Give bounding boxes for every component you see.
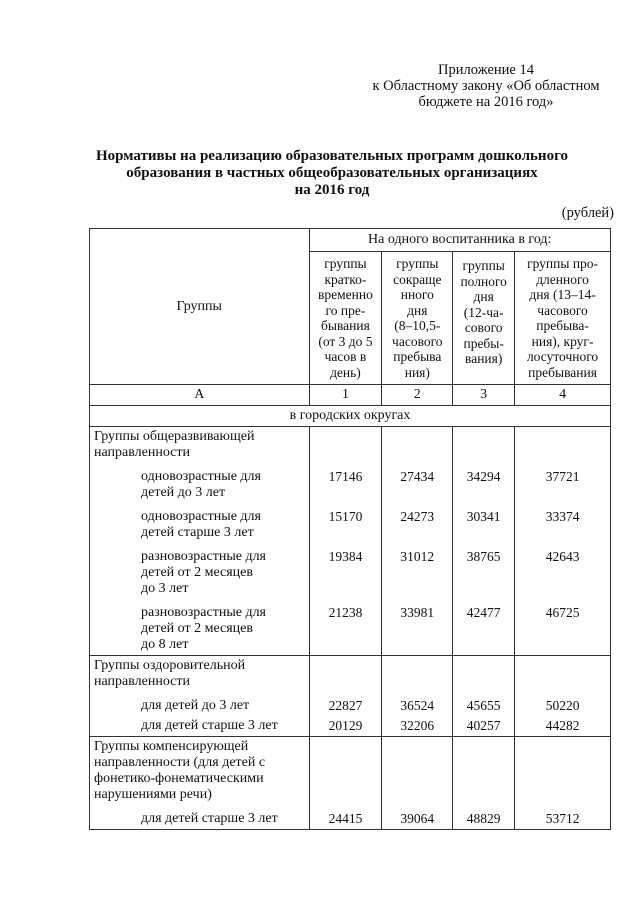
row-label-line: детей от 2 месяцев xyxy=(141,621,253,636)
empty-cell xyxy=(309,737,382,806)
header-text-line: ния), круг- xyxy=(531,333,594,349)
empty-cell xyxy=(515,656,611,693)
value-cell: 30341 xyxy=(453,503,515,543)
value-cell: 31012 xyxy=(382,543,453,599)
value-cell: 22827 xyxy=(309,692,382,716)
header-text-line: полного xyxy=(460,273,507,289)
group-title-line: фонетико-фонематическими xyxy=(94,771,264,786)
group-title-line: нарушениями речи) xyxy=(94,787,212,802)
title-line-2: образования в частных общеобразовательных организациях xyxy=(126,165,538,181)
index-cell: 1 xyxy=(309,385,382,406)
row-label-line: детей до 3 лет xyxy=(141,485,226,500)
row-label-line: одновозрастные для xyxy=(141,509,261,524)
table-row xyxy=(90,805,611,830)
value-cell: 34294 xyxy=(453,463,515,503)
index-cell: 3 xyxy=(453,385,515,406)
header-text-line: группы xyxy=(396,256,439,271)
value-cell: 36524 xyxy=(382,692,453,716)
value-cell: 39064 xyxy=(382,805,453,830)
section-row xyxy=(90,406,611,427)
header-col-2 xyxy=(382,252,453,385)
row-label xyxy=(90,716,310,737)
row-label xyxy=(90,599,310,656)
value-cell: 17146 xyxy=(309,463,382,503)
value-cell: 21238 xyxy=(309,599,382,656)
value-cell: 40257 xyxy=(453,716,515,737)
value-cell: 33981 xyxy=(382,599,453,656)
header-text-line: группы xyxy=(324,256,367,271)
appendix-heading xyxy=(360,62,612,110)
table-row xyxy=(90,463,611,503)
header-col-3 xyxy=(453,252,515,385)
header-text-line: кратко- xyxy=(324,271,367,287)
row-label-line: для детей старше 3 лет xyxy=(141,811,278,826)
table-row xyxy=(90,716,611,737)
header-text-line: ния) xyxy=(404,364,430,380)
appendix-budget-line: бюджете на 2016 год» xyxy=(418,94,554,110)
group-title-row xyxy=(90,737,611,806)
row-label-line: детей старше 3 лет xyxy=(141,525,254,540)
value-cell: 46725 xyxy=(515,599,611,656)
row-label xyxy=(90,692,310,716)
header-text-line: (12-ча- xyxy=(463,304,504,320)
empty-cell xyxy=(515,737,611,806)
header-text-line: сового xyxy=(464,320,503,335)
group-title-line: Группы общеразвивающей xyxy=(94,429,255,444)
title-line-3: на 2016 год xyxy=(294,182,370,198)
group-title-row xyxy=(90,427,611,464)
value-cell: 48829 xyxy=(453,805,515,830)
row-label xyxy=(90,543,310,599)
value-cell: 42643 xyxy=(515,543,611,599)
normatives-table xyxy=(89,228,611,830)
index-row xyxy=(90,385,611,406)
group-title-row xyxy=(90,656,611,693)
empty-cell xyxy=(515,427,611,464)
group-title-line: Группы компенсирующей xyxy=(94,739,249,754)
header-text-line: пребы- xyxy=(463,335,504,351)
table-row xyxy=(90,599,611,656)
row-label xyxy=(90,805,310,830)
header-text-line: часов в xyxy=(324,349,367,364)
header-text-line: группы xyxy=(462,258,505,273)
index-cell: 4 xyxy=(515,385,611,406)
header-text-line: день) xyxy=(330,364,361,380)
value-cell: 27434 xyxy=(382,463,453,503)
header-text-line: дня xyxy=(407,302,428,318)
header-text-line: часового xyxy=(392,333,443,349)
header-text-line: часового xyxy=(537,302,588,318)
value-cell: 15170 xyxy=(309,503,382,543)
value-cell: 32206 xyxy=(382,716,453,737)
value-cell: 38765 xyxy=(453,543,515,599)
header-text-line: сокраще xyxy=(393,271,442,287)
index-cell: А xyxy=(90,385,310,406)
header-text-line: (8–10,5- xyxy=(394,318,441,333)
empty-cell xyxy=(382,737,453,806)
row-label-line: детей от 2 месяцев xyxy=(141,565,253,580)
group-title xyxy=(90,656,310,693)
group-title-line: Группы оздоровительной xyxy=(94,658,246,673)
table-row xyxy=(90,503,611,543)
row-label-line: для детей старше 3 лет xyxy=(141,718,278,733)
header-text-line: нного xyxy=(400,287,434,302)
empty-cell xyxy=(309,427,382,464)
value-cell: 24415 xyxy=(309,805,382,830)
header-text-line: пребывания xyxy=(528,364,597,380)
value-cell: 19384 xyxy=(309,543,382,599)
unit-label: (рублей) xyxy=(561,205,614,221)
empty-cell xyxy=(453,427,515,464)
value-cell: 44282 xyxy=(515,716,611,737)
header-col-4 xyxy=(515,252,611,385)
value-cell: 45655 xyxy=(453,692,515,716)
row-label-line: для детей до 3 лет xyxy=(141,698,250,713)
value-cell: 50220 xyxy=(515,692,611,716)
header-text-line: (от 3 до 5 xyxy=(318,333,373,349)
header-text-line: временно xyxy=(318,287,373,302)
appendix-number: Приложение 14 xyxy=(438,62,534,78)
header-text-line: го пре- xyxy=(325,302,366,318)
value-cell: 37721 xyxy=(515,463,611,503)
header-text-line: группы про- xyxy=(527,256,599,271)
title-line-1: Нормативы на реализацию образовательных программ дошкольного xyxy=(95,148,569,164)
header-row-top xyxy=(90,229,611,252)
header-text-line: лосуточного xyxy=(526,349,599,364)
value-cell: 20129 xyxy=(309,716,382,737)
group-title xyxy=(90,427,310,464)
row-label-line: до 3 лет xyxy=(141,581,189,596)
value-cell: 42477 xyxy=(453,599,515,656)
row-label xyxy=(90,463,310,503)
table-row xyxy=(90,543,611,599)
empty-cell xyxy=(453,656,515,693)
header-text-line: пребыва xyxy=(393,349,442,364)
group-title-line: направленности (для детей с xyxy=(94,755,266,770)
header-per-child: На одного воспитанника в год: xyxy=(309,229,611,252)
header-text-line: бывания xyxy=(321,318,370,333)
header-col-1 xyxy=(309,252,382,385)
appendix-law-line: к Областному закону «Об областном xyxy=(372,78,600,94)
row-label-line: разновозрастные для xyxy=(141,549,266,564)
row-label xyxy=(90,503,310,543)
row-label-line: разновозрастные для xyxy=(141,605,266,620)
value-cell: 33374 xyxy=(515,503,611,543)
header-text-line: пребыва- xyxy=(536,318,589,333)
document-title xyxy=(90,148,574,199)
header-text-line: вания) xyxy=(465,351,503,366)
value-cell: 24273 xyxy=(382,503,453,543)
section-urban-districts: в городских округах xyxy=(90,406,611,427)
empty-cell xyxy=(453,737,515,806)
row-label-line: до 8 лет xyxy=(141,637,189,652)
header-text-line: дня xyxy=(473,289,494,304)
table-row xyxy=(90,692,611,716)
row-label-line: одновозрастные для xyxy=(141,469,261,484)
empty-cell xyxy=(382,656,453,693)
group-title-line: направленности xyxy=(94,445,191,460)
index-cell: 2 xyxy=(382,385,453,406)
header-text-line: дленного xyxy=(536,271,589,287)
empty-cell xyxy=(382,427,453,464)
header-text-line: дня (13–14- xyxy=(529,287,596,302)
empty-cell xyxy=(309,656,382,693)
value-cell: 53712 xyxy=(515,805,611,830)
group-title-line: направленности xyxy=(94,674,191,689)
group-title xyxy=(90,737,310,806)
header-groups: Группы xyxy=(90,229,310,385)
